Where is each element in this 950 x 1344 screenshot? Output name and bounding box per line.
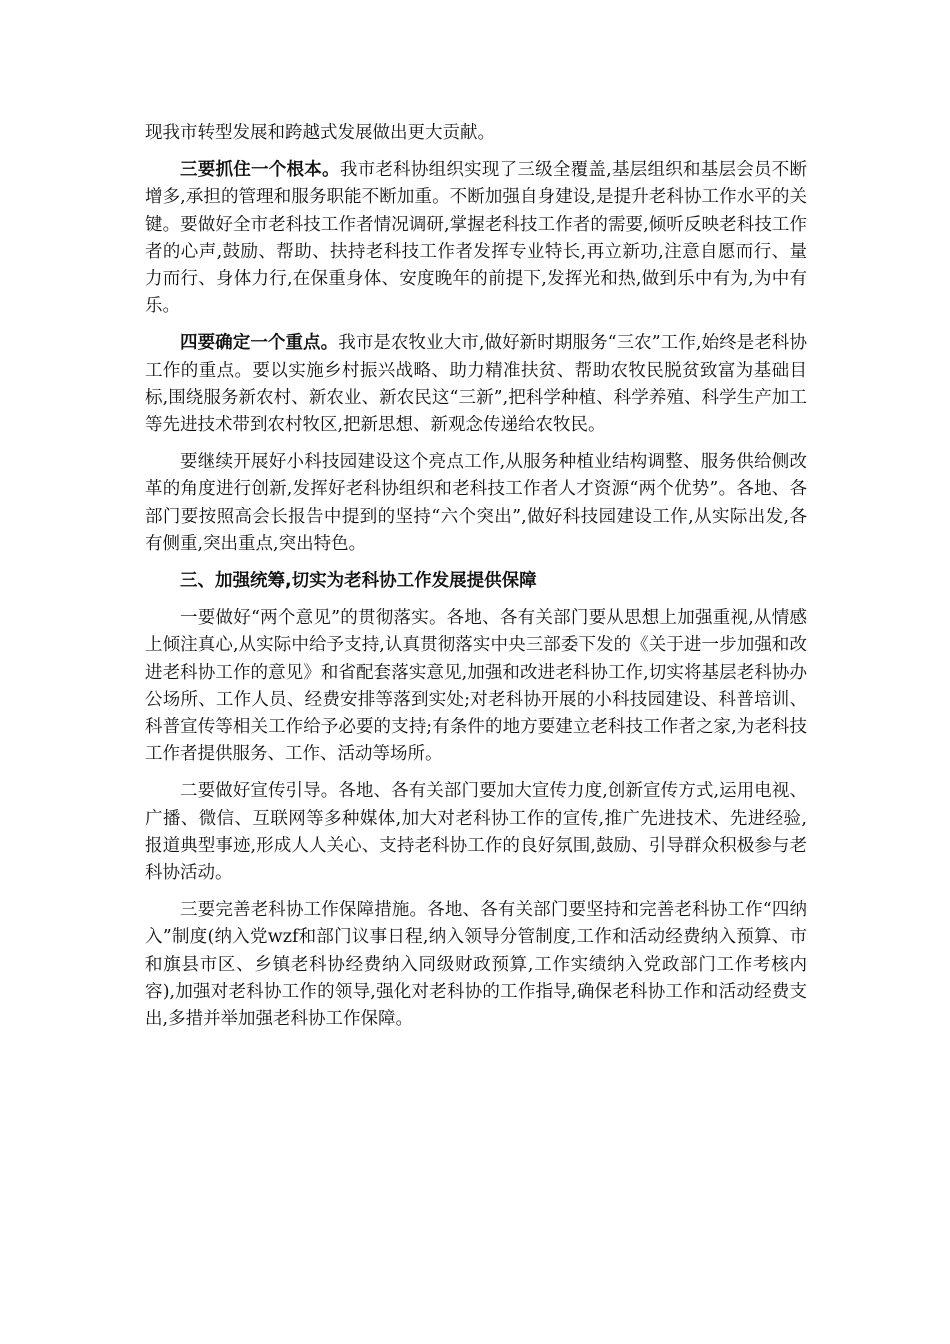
paragraph-measure-two	[145, 778, 807, 887]
paragraph-measure-one	[145, 605, 807, 768]
paragraph-text: 要继续开展好小科技园建设这个亮点工作,从服务种植业结构调整、服务供给侧改革的角度进行创新,发挥好老科协组织和老科技工作者人才资源“两个优势”。各地、各部门要按照高会长报告中提到的坚持“六个突出”,做好科技园建设工作,从实际出发,各有侧重,突出重点,突出特色。	[145, 452, 807, 554]
paragraph-text: 一要做好“两个意见”的贯彻落实。各地、各有关部门要从思想上加强重视,从情感上倾注真心,从实际中给予支持,认真贯彻落实中央三部委下发的《关于进一步加强和改进老科协工作的意见》和省配套落实意见,加强和改进老科协工作,切实将基层老科协办公场所、工作人员、经费安排等落到实处;对老科协开展的小科技园建设、科普培训、科普宣传等相关工作给予必要的支持;有条件的地方要建立老科技工作者之家,为老科技工作者提供服务、工作、活动等场所。	[145, 608, 807, 765]
paragraph-point-four	[145, 330, 807, 439]
paragraph-measure-three	[145, 897, 807, 1033]
document-body	[145, 120, 807, 1043]
section-heading: 三、加强统筹,切实为老科协工作发展提供保障	[180, 571, 537, 592]
paragraph-lead: 四要确定一个重点。	[180, 333, 339, 354]
paragraph-text: 二要做好宣传引导。各地、各有关部门要加大宣传力度,创新宣传方式,运用电视、广播、微信、互联网等多种媒体,加大对老科协工作的宣传,推广先进技术、先进经验,报道典型事迹,形成人人关心、支持老科协工作的良好氛围,鼓励、引导群众积极参与老科协活动。	[145, 781, 807, 884]
paragraph-text: 我市老科协组织实现了三级全覆盖,基层组织和基层会员不断增多,承担的管理和服务职能不断加重。不断加强自身建设,是提升老科协工作水平的关键。要做好全市老科技工作者情况调研,掌握老科技工作者的需要,倾听反映老科技工作者的心声,鼓励、帮助、扶持老科技工作者发挥专业特长,再立新功,注意自愿而行、量力而行、身体力行,在保重身体、安度晚年的前提下,发挥光和热,做到乐中有为,为中有乐。	[145, 160, 808, 317]
paragraph-continuation	[145, 120, 807, 147]
paragraph-science-park	[145, 449, 807, 558]
paragraph-lead: 三要抓住一个根本。	[180, 160, 340, 181]
paragraph-point-three	[145, 157, 807, 320]
paragraph-text: 我市是农牧业大市,做好新时期服务“三农”工作,始终是老科协工作的重点。要以实施乡村振兴战略、助力精准扶贫、帮助农牧民脱贫致富为基础目标,围绕服务新农村、新农业、新农民这“三新”,把科学种植、科学养殖、科学生产加工等先进技术带到农村牧区,把新思想、新观念传递给农牧民。	[145, 333, 807, 436]
paragraph-text: 三要完善老科协工作保障措施。各地、各有关部门要坚持和完善老科协工作“四纳入”制度(纳入党wzf和部门议事日程,纳入领导分管制度,工作和活动经费纳入预算、市和旗县市区、乡镇老科协经费纳入同级财政预算,工作实绩纳入党政部门工作考核内容),加强对老科协工作的领导,强化对老科协的工作指导,确保老科协工作和活动经费支出,多措并举加强老科协工作保障。	[145, 900, 807, 1030]
paragraph-text: 现我市转型发展和跨越式发展做出更大贡献。	[145, 123, 495, 143]
